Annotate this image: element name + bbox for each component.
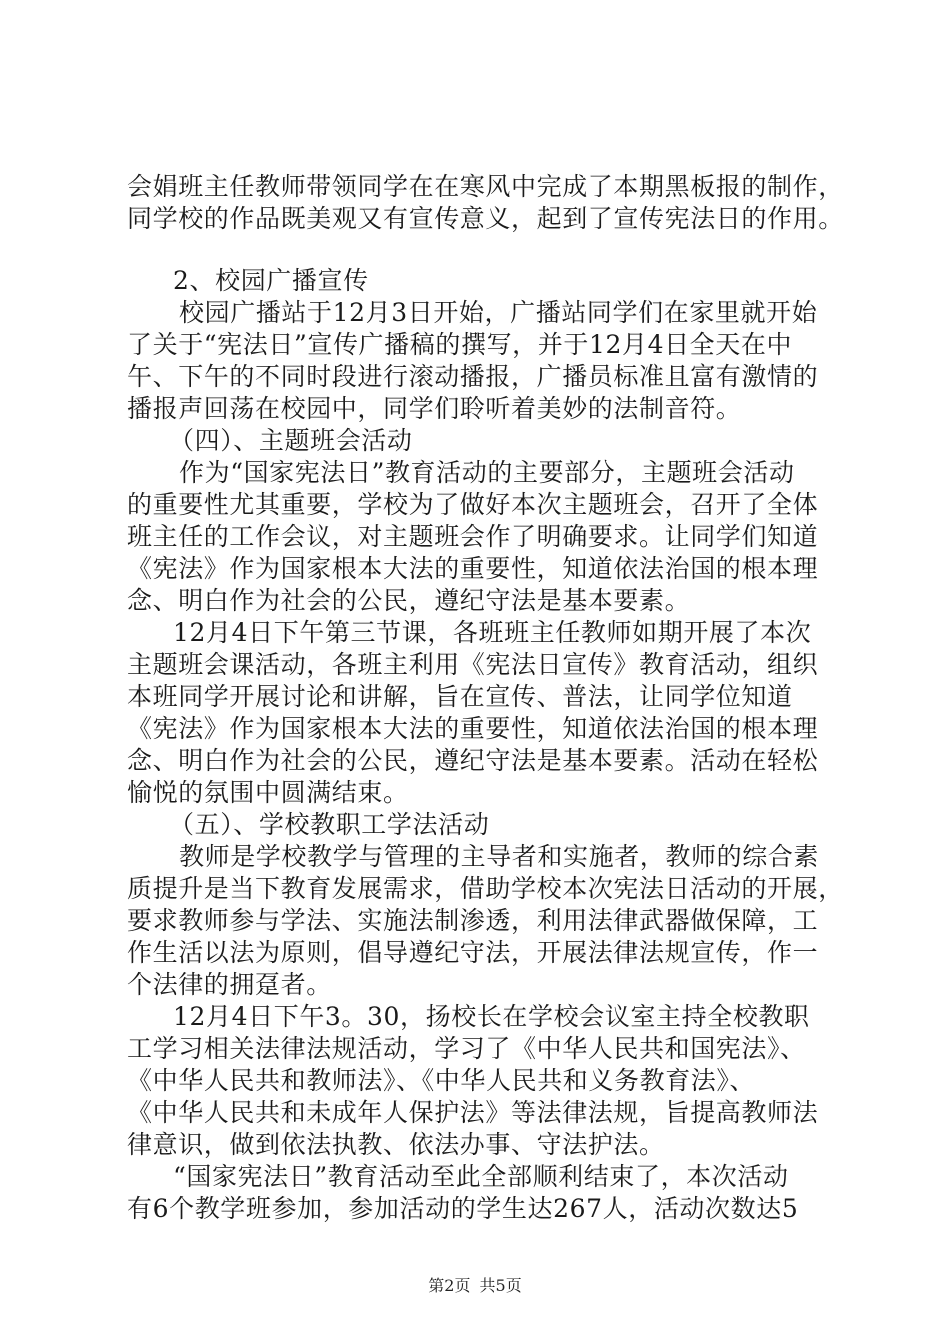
text-line: 主题班会课活动，各班主利用《宪法日宣传》教育活动，组织 — [127, 650, 819, 679]
text-line: 的重要性尤其重要，学校为了做好本次主题班会，召开了全体 — [127, 490, 819, 519]
text-line: 个法律的拥趸者。 — [127, 970, 332, 999]
text-line: 《中华人民共和教师法》、《中华人民共和义务教育法》、 — [127, 1066, 756, 1095]
section-5-heading: （五）、学校教职工学法活动 — [169, 810, 490, 839]
text-line: 教师是学校教学与管理的主导者和实施者，教师的综合素 — [179, 842, 820, 871]
document-body — [127, 171, 844, 1225]
section-2-heading: 2、校园广播宣传 — [173, 266, 369, 295]
text-line: 工学习相关法律法规活动，学习了《中华人民共和国宪法》、 — [127, 1034, 806, 1063]
text-line: 校园广播站于12月3日开始，广播站同学们在家里就开始 — [179, 298, 818, 327]
text-line: 质提升是当下教育发展需求，借助学校本次宪法日活动的开展， — [127, 874, 844, 903]
text-line: 有6个教学班参加，参加活动的学生达267人，活动次数达5 — [127, 1194, 799, 1223]
text-line: 作为“国家宪法日”教育活动的主要部分，主题班会活动 — [179, 458, 795, 487]
text-line: 《宪法》作为国家根本大法的重要性，知道依法治国的根本理 — [127, 554, 819, 583]
paragraph-gap — [127, 235, 827, 265]
text-line: 12月4日下午3。30，扬校长在学校会议室主持全校教职 — [173, 1002, 810, 1031]
page-footer — [0, 1273, 950, 1296]
text-line: 念、明白作为社会的公民，遵纪守法是基本要素。活动在轻松 — [127, 746, 819, 775]
text-line: 班主任的工作会议，对主题班会作了明确要求。让同学们知道 — [127, 522, 819, 551]
text-line: 同学校的作品既美观又有宣传意义，起到了宣传宪法日的作用。 — [127, 204, 844, 233]
text-line: 《宪法》作为国家根本大法的重要性，知道依法治国的根本理 — [127, 714, 819, 743]
text-line: “国家宪法日”教育活动至此全部顺利结束了，本次活动 — [173, 1162, 789, 1191]
text-line: 播报声回荡在校园中，同学们聆听着美妙的法制音符。 — [127, 394, 742, 423]
page-total: 共5页 — [479, 1276, 522, 1295]
page-number: 第2页 — [428, 1276, 471, 1295]
text-line: 《中华人民共和未成年人保护法》等法律法规，旨提高教师法 — [127, 1098, 819, 1127]
text-line: 会娟班主任教师带领同学在在寒风中完成了本期黑板报的制作， — [127, 172, 844, 201]
text-line: 律意识，做到依法执教、依法办事、守法护法。 — [127, 1130, 665, 1159]
text-line: 要求教师参与学法、实施法制渗透，利用法律武器做保障，工 — [127, 906, 819, 935]
text-line: 本班同学开展讨论和讲解，旨在宣传、普法，让同学位知道 — [127, 682, 793, 711]
text-line: 念、明白作为社会的公民，遵纪守法是基本要素。 — [127, 586, 691, 615]
text-line: 了关于“宪法日”宣传广播稿的撰写，并于12月4日全天在中 — [127, 330, 793, 359]
text-line: 12月4日下午第三节课，各班班主任教师如期开展了本次 — [173, 618, 812, 647]
text-line: 愉悦的氛围中圆满结束。 — [127, 778, 409, 807]
text-line: 作生活以法为原则，倡导遵纪守法，开展法律法规宣传，作一 — [127, 938, 819, 967]
section-4-heading: （四）、主题班会活动 — [169, 426, 413, 455]
text-line: 午、下午的不同时段进行滚动播报，广播员标准且富有激情的 — [127, 362, 819, 391]
